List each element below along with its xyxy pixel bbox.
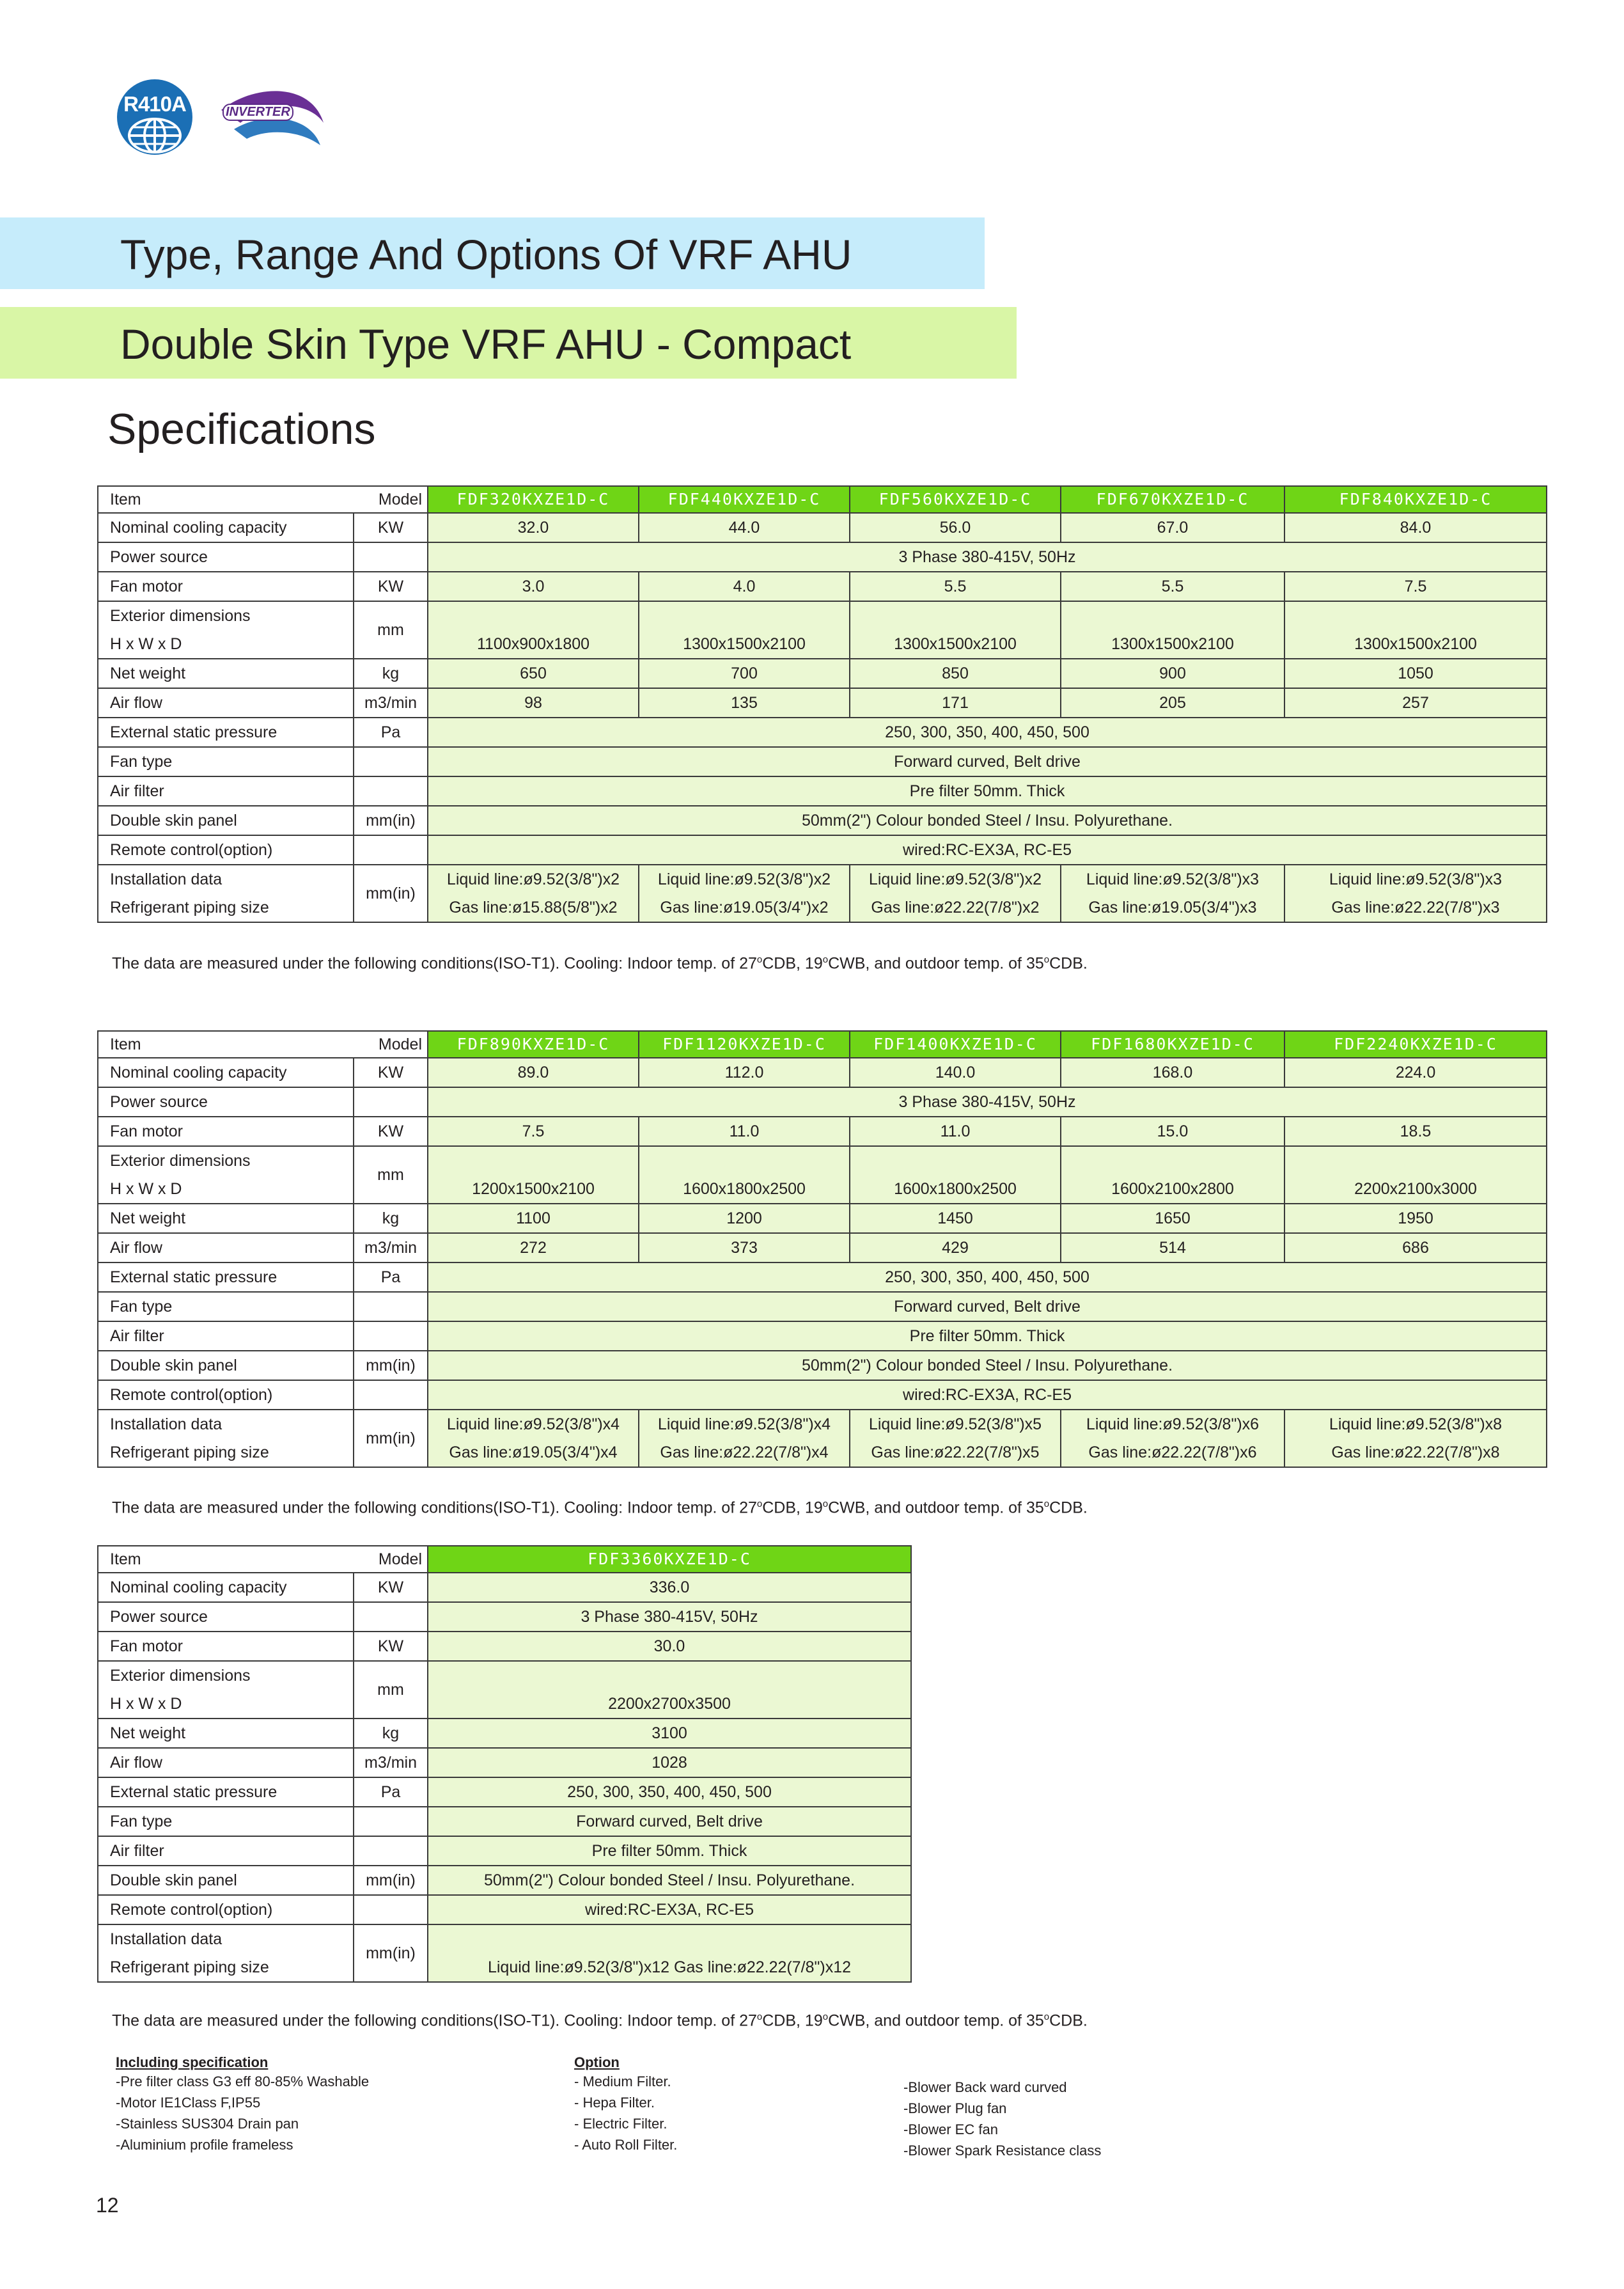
- unit-cell: [354, 1292, 428, 1321]
- list-item: -Blower Plug fan: [903, 2100, 1007, 2116]
- value-cell: 1600x2100x2800: [1061, 1146, 1284, 1204]
- table-row: [98, 513, 1547, 542]
- value-cell: 3 Phase 380-415V, 50Hz: [428, 1602, 911, 1632]
- row-label: Exterior dimensions H x W x D: [98, 601, 354, 659]
- table-row: [98, 1661, 911, 1719]
- value-cell: 3 Phase 380-415V, 50Hz: [428, 1087, 1547, 1117]
- table-row: [98, 486, 1547, 513]
- row-label: Air flow: [98, 1233, 354, 1262]
- table-row: [98, 835, 1547, 865]
- unit-cell: [354, 835, 428, 865]
- inverter-logo: [215, 84, 330, 155]
- row-label: Air filter: [98, 1321, 354, 1351]
- value-cell: 1300x1500x2100: [850, 601, 1061, 659]
- row-label: Exterior dimensions H x W x D: [98, 1661, 354, 1719]
- value-cell: 336.0: [428, 1573, 911, 1602]
- row-label: Fan motor: [98, 1117, 354, 1146]
- row-label: Power source: [98, 542, 354, 572]
- value-cell: Liquid line:ø9.52(3/8")x2 Gas line:ø15.88(5/8")x2: [428, 865, 639, 922]
- unit-cell: KW: [354, 1573, 428, 1602]
- table-row: [98, 1924, 911, 1982]
- value-cell: wired:RC-EX3A, RC-E5: [428, 1895, 911, 1924]
- value-cell: 1450: [850, 1204, 1061, 1233]
- row-label: Net weight: [98, 1719, 354, 1748]
- value-cell: 171: [850, 688, 1061, 718]
- value-cell: 686: [1284, 1233, 1547, 1262]
- unit-cell: [354, 776, 428, 806]
- value-cell: 373: [639, 1233, 850, 1262]
- table-row: [98, 659, 1547, 688]
- list-item: - Medium Filter.: [574, 2073, 671, 2089]
- spec-table-3: [97, 1545, 912, 1983]
- unit-cell: mm(in): [354, 806, 428, 835]
- spec-table-2: [97, 1030, 1547, 1468]
- value-cell: 67.0: [1061, 513, 1284, 542]
- value-cell: 250, 300, 350, 400, 450, 500: [428, 1262, 1547, 1292]
- value-cell: Liquid line:ø9.52(3/8")x3 Gas line:ø22.22(7/8")x3: [1284, 865, 1547, 922]
- unit-cell: [354, 1807, 428, 1836]
- row-label: External static pressure: [98, 1777, 354, 1807]
- model-name: FDF560KXZE1D-C: [850, 486, 1061, 513]
- unit-cell: [354, 747, 428, 776]
- table-row: [98, 747, 1547, 776]
- value-cell: 257: [1284, 688, 1547, 718]
- value-cell: 1650: [1061, 1204, 1284, 1233]
- value-cell: 1300x1500x2100: [1284, 601, 1547, 659]
- unit-cell: KW: [354, 572, 428, 601]
- unit-cell: mm: [354, 1661, 428, 1719]
- table-row: [98, 1719, 911, 1748]
- table-row: [98, 572, 1547, 601]
- table-row: [98, 1895, 911, 1924]
- table-row: [98, 1380, 1547, 1410]
- list-item: -Blower Back ward curved: [903, 2079, 1067, 2095]
- model-header: Model: [354, 486, 428, 513]
- model-name: FDF2240KXZE1D-C: [1284, 1031, 1547, 1058]
- value-cell: 1200: [639, 1204, 850, 1233]
- table-row: [98, 601, 1547, 659]
- table-row: [98, 1866, 911, 1895]
- value-cell: Liquid line:ø9.52(3/8")x4 Gas line:ø22.22(7/8")x4: [639, 1410, 850, 1467]
- value-cell: wired:RC-EX3A, RC-E5: [428, 835, 1547, 865]
- title-bar: [0, 217, 985, 289]
- unit-cell: mm(in): [354, 1866, 428, 1895]
- unit-cell: [354, 542, 428, 572]
- value-cell: 84.0: [1284, 513, 1547, 542]
- value-cell: 32.0: [428, 513, 639, 542]
- including-spec-section: [116, 2054, 369, 2155]
- table-row: [98, 1031, 1547, 1058]
- table-row: [98, 1807, 911, 1836]
- value-cell: Liquid line:ø9.52(3/8")x4 Gas line:ø19.05(3/4")x4: [428, 1410, 639, 1467]
- value-cell: Pre filter 50mm. Thick: [428, 1321, 1547, 1351]
- value-cell: 7.5: [428, 1117, 639, 1146]
- value-cell: Liquid line:ø9.52(3/8")x8 Gas line:ø22.22(7/8")x8: [1284, 1410, 1547, 1467]
- table-row: [98, 1117, 1547, 1146]
- value-cell: 650: [428, 659, 639, 688]
- value-cell: 1100x900x1800: [428, 601, 639, 659]
- table-row: [98, 1292, 1547, 1321]
- table-row: [98, 1321, 1547, 1351]
- value-cell: Liquid line:ø9.52(3/8")x12 Gas line:ø22.22(7/8")x12: [428, 1924, 911, 1982]
- model-header: Model: [354, 1546, 428, 1573]
- row-label: Installation data Refrigerant piping size: [98, 865, 354, 922]
- row-label: Double skin panel: [98, 806, 354, 835]
- value-cell: 224.0: [1284, 1058, 1547, 1087]
- unit-cell: [354, 1602, 428, 1632]
- option-title: Option: [574, 2054, 620, 2070]
- list-item: -Blower Spark Resistance class: [903, 2143, 1102, 2159]
- row-label: Fan motor: [98, 1632, 354, 1661]
- value-cell: 1600x1800x2500: [639, 1146, 850, 1204]
- row-label: Remote control(option): [98, 1380, 354, 1410]
- row-label: Nominal cooling capacity: [98, 1058, 354, 1087]
- row-label: External static pressure: [98, 1262, 354, 1292]
- model-name: FDF1680KXZE1D-C: [1061, 1031, 1284, 1058]
- table-row: [98, 1233, 1547, 1262]
- page-subtitle: Double Skin Type VRF AHU - Compact: [120, 320, 852, 368]
- item-header: Item: [98, 1031, 354, 1058]
- model-name: FDF440KXZE1D-C: [639, 486, 850, 513]
- value-cell: 429: [850, 1233, 1061, 1262]
- unit-cell: kg: [354, 1204, 428, 1233]
- value-cell: Liquid line:ø9.52(3/8")x2 Gas line:ø22.22(7/8")x2: [850, 865, 1061, 922]
- page-number: 12: [96, 2194, 119, 2217]
- table-row: [98, 1058, 1547, 1087]
- globe-icon: [126, 116, 183, 155]
- value-cell: Liquid line:ø9.52(3/8")x2 Gas line:ø19.05(3/4")x2: [639, 865, 850, 922]
- table-row: [98, 1546, 911, 1573]
- value-cell: 18.5: [1284, 1117, 1547, 1146]
- value-cell: 250, 300, 350, 400, 450, 500: [428, 718, 1547, 747]
- value-cell: 5.5: [850, 572, 1061, 601]
- unit-cell: [354, 1380, 428, 1410]
- value-cell: 168.0: [1061, 1058, 1284, 1087]
- item-header: Item: [98, 1546, 354, 1573]
- value-cell: 272: [428, 1233, 639, 1262]
- value-cell: 112.0: [639, 1058, 850, 1087]
- row-label: Air filter: [98, 1836, 354, 1866]
- unit-cell: [354, 1836, 428, 1866]
- row-label: Fan type: [98, 747, 354, 776]
- page-title: Type, Range And Options Of VRF AHU: [120, 231, 852, 278]
- unit-cell: m3/min: [354, 1748, 428, 1777]
- table-row: [98, 1204, 1547, 1233]
- unit-cell: m3/min: [354, 688, 428, 718]
- table-row: [98, 1262, 1547, 1292]
- value-cell: 11.0: [639, 1117, 850, 1146]
- list-item: -Stainless SUS304 Drain pan: [116, 2116, 299, 2132]
- value-cell: 50mm(2") Colour bonded Steel / Insu. Polyurethane.: [428, 806, 1547, 835]
- section-title: Specifications: [107, 405, 376, 453]
- list-item: -Motor IE1Class F,IP55: [116, 2095, 261, 2111]
- table-row: [98, 865, 1547, 922]
- list-item: -Aluminium profile frameless: [116, 2137, 293, 2153]
- value-cell: 50mm(2") Colour bonded Steel / Insu. Polyurethane.: [428, 1351, 1547, 1380]
- unit-cell: Pa: [354, 1777, 428, 1807]
- unit-cell: [354, 1321, 428, 1351]
- value-cell: 250, 300, 350, 400, 450, 500: [428, 1777, 911, 1807]
- table-row: [98, 776, 1547, 806]
- table-row: [98, 1602, 911, 1632]
- value-cell: Pre filter 50mm. Thick: [428, 776, 1547, 806]
- model-name: FDF1400KXZE1D-C: [850, 1031, 1061, 1058]
- value-cell: 1100: [428, 1204, 639, 1233]
- value-cell: Forward curved, Belt drive: [428, 747, 1547, 776]
- value-cell: 900: [1061, 659, 1284, 688]
- unit-cell: [354, 1087, 428, 1117]
- list-item: - Electric Filter.: [574, 2116, 668, 2132]
- value-cell: 56.0: [850, 513, 1061, 542]
- value-cell: 7.5: [1284, 572, 1547, 601]
- table-row: [98, 806, 1547, 835]
- row-label: Fan type: [98, 1807, 354, 1836]
- value-cell: Forward curved, Belt drive: [428, 1292, 1547, 1321]
- table-row: [98, 1146, 1547, 1204]
- row-label: Air flow: [98, 1748, 354, 1777]
- value-cell: 89.0: [428, 1058, 639, 1087]
- value-cell: 140.0: [850, 1058, 1061, 1087]
- value-cell: Forward curved, Belt drive: [428, 1807, 911, 1836]
- model-header: Model: [354, 1031, 428, 1058]
- r410a-logo: [117, 79, 192, 155]
- unit-cell: KW: [354, 1632, 428, 1661]
- unit-cell: KW: [354, 1117, 428, 1146]
- unit-cell: Pa: [354, 718, 428, 747]
- value-cell: 5.5: [1061, 572, 1284, 601]
- unit-cell: mm(in): [354, 1410, 428, 1467]
- value-cell: 1300x1500x2100: [1061, 601, 1284, 659]
- spec-table-1: [97, 485, 1547, 923]
- value-cell: 514: [1061, 1233, 1284, 1262]
- value-cell: 1050: [1284, 659, 1547, 688]
- value-cell: 98: [428, 688, 639, 718]
- row-label: Fan type: [98, 1292, 354, 1321]
- value-cell: wired:RC-EX3A, RC-E5: [428, 1380, 1547, 1410]
- model-name: FDF3360KXZE1D-C: [428, 1546, 911, 1573]
- row-label: Installation data Refrigerant piping size: [98, 1924, 354, 1982]
- value-cell: 15.0: [1061, 1117, 1284, 1146]
- table-row: [98, 1632, 911, 1661]
- value-cell: 3.0: [428, 572, 639, 601]
- table-row: [98, 718, 1547, 747]
- row-label: Nominal cooling capacity: [98, 1573, 354, 1602]
- list-item: -Blower EC fan: [903, 2121, 998, 2137]
- table-row: [98, 1410, 1547, 1467]
- row-label: Exterior dimensions H x W x D: [98, 1146, 354, 1204]
- unit-cell: KW: [354, 1058, 428, 1087]
- value-cell: 2200x2100x3000: [1284, 1146, 1547, 1204]
- value-cell: 1950: [1284, 1204, 1547, 1233]
- row-label: Power source: [98, 1602, 354, 1632]
- value-cell: 700: [639, 659, 850, 688]
- measurement-note: The data are measured under the following conditions(ISO-T1). Cooling: Indoor temp. of 27$^o$CDB, 19$^o$CWB, and outdoor temp. of 35$^o$CDB.: [112, 1498, 1088, 1517]
- value-cell: 44.0: [639, 513, 850, 542]
- row-label: Remote control(option): [98, 835, 354, 865]
- row-label: Fan motor: [98, 572, 354, 601]
- subtitle-bar: [0, 307, 1017, 379]
- value-cell: Liquid line:ø9.52(3/8")x3 Gas line:ø19.05(3/4")x3: [1061, 865, 1284, 922]
- inverter-logo-text: INVERTER: [223, 104, 293, 121]
- unit-cell: m3/min: [354, 1233, 428, 1262]
- blower-options-section: [903, 2077, 1101, 2161]
- row-label: Installation data Refrigerant piping size: [98, 1410, 354, 1467]
- table-row: [98, 1836, 911, 1866]
- table-row: [98, 1748, 911, 1777]
- table-row: [98, 1351, 1547, 1380]
- value-cell: Liquid line:ø9.52(3/8")x5 Gas line:ø22.22(7/8")x5: [850, 1410, 1061, 1467]
- unit-cell: mm: [354, 1146, 428, 1204]
- table-row: [98, 542, 1547, 572]
- table-row: [98, 688, 1547, 718]
- value-cell: 205: [1061, 688, 1284, 718]
- model-name: FDF1120KXZE1D-C: [639, 1031, 850, 1058]
- unit-cell: mm(in): [354, 1351, 428, 1380]
- row-label: Air filter: [98, 776, 354, 806]
- row-label: Net weight: [98, 659, 354, 688]
- unit-cell: Pa: [354, 1262, 428, 1292]
- value-cell: Pre filter 50mm. Thick: [428, 1836, 911, 1866]
- unit-cell: kg: [354, 659, 428, 688]
- item-header: Item: [98, 486, 354, 513]
- model-name: FDF670KXZE1D-C: [1061, 486, 1284, 513]
- row-label: Power source: [98, 1087, 354, 1117]
- list-item: - Auto Roll Filter.: [574, 2137, 678, 2153]
- model-name: FDF890KXZE1D-C: [428, 1031, 639, 1058]
- model-name: FDF840KXZE1D-C: [1284, 486, 1547, 513]
- value-cell: 4.0: [639, 572, 850, 601]
- unit-cell: mm(in): [354, 1924, 428, 1982]
- r410a-logo-text: R410A: [123, 92, 186, 116]
- model-name: FDF320KXZE1D-C: [428, 486, 639, 513]
- value-cell: 3 Phase 380-415V, 50Hz: [428, 542, 1547, 572]
- value-cell: 2200x2700x3500: [428, 1661, 911, 1719]
- value-cell: 135: [639, 688, 850, 718]
- list-item: -Pre filter class G3 eff 80-85% Washable: [116, 2073, 370, 2089]
- row-label: Remote control(option): [98, 1895, 354, 1924]
- row-label: Double skin panel: [98, 1866, 354, 1895]
- value-cell: 850: [850, 659, 1061, 688]
- value-cell: 11.0: [850, 1117, 1061, 1146]
- including-spec-title: Including specification: [116, 2054, 269, 2070]
- value-cell: 1028: [428, 1748, 911, 1777]
- table-row: [98, 1087, 1547, 1117]
- value-cell: 1600x1800x2500: [850, 1146, 1061, 1204]
- value-cell: 1200x1500x2100: [428, 1146, 639, 1204]
- option-section: [574, 2054, 677, 2155]
- row-label: Net weight: [98, 1204, 354, 1233]
- measurement-note: The data are measured under the following conditions(ISO-T1). Cooling: Indoor temp. of 27$^o$CDB, 19$^o$CWB, and outdoor temp. of 35$^o$CDB.: [112, 954, 1088, 973]
- unit-cell: mm: [354, 601, 428, 659]
- row-label: Nominal cooling capacity: [98, 513, 354, 542]
- table-row: [98, 1573, 911, 1602]
- row-label: Air flow: [98, 688, 354, 718]
- value-cell: 30.0: [428, 1632, 911, 1661]
- row-label: Double skin panel: [98, 1351, 354, 1380]
- unit-cell: mm(in): [354, 865, 428, 922]
- value-cell: 3100: [428, 1719, 911, 1748]
- measurement-note: The data are measured under the following conditions(ISO-T1). Cooling: Indoor temp. of 27$^o$CDB, 19$^o$CWB, and outdoor temp. of 35$^o$CDB.: [112, 2011, 1088, 2030]
- table-row: [98, 1777, 911, 1807]
- value-cell: 1300x1500x2100: [639, 601, 850, 659]
- row-label: External static pressure: [98, 718, 354, 747]
- value-cell: Liquid line:ø9.52(3/8")x6 Gas line:ø22.22(7/8")x6: [1061, 1410, 1284, 1467]
- list-item: - Hepa Filter.: [574, 2095, 655, 2111]
- unit-cell: [354, 1895, 428, 1924]
- unit-cell: kg: [354, 1719, 428, 1748]
- value-cell: 50mm(2") Colour bonded Steel / Insu. Polyurethane.: [428, 1866, 911, 1895]
- unit-cell: KW: [354, 513, 428, 542]
